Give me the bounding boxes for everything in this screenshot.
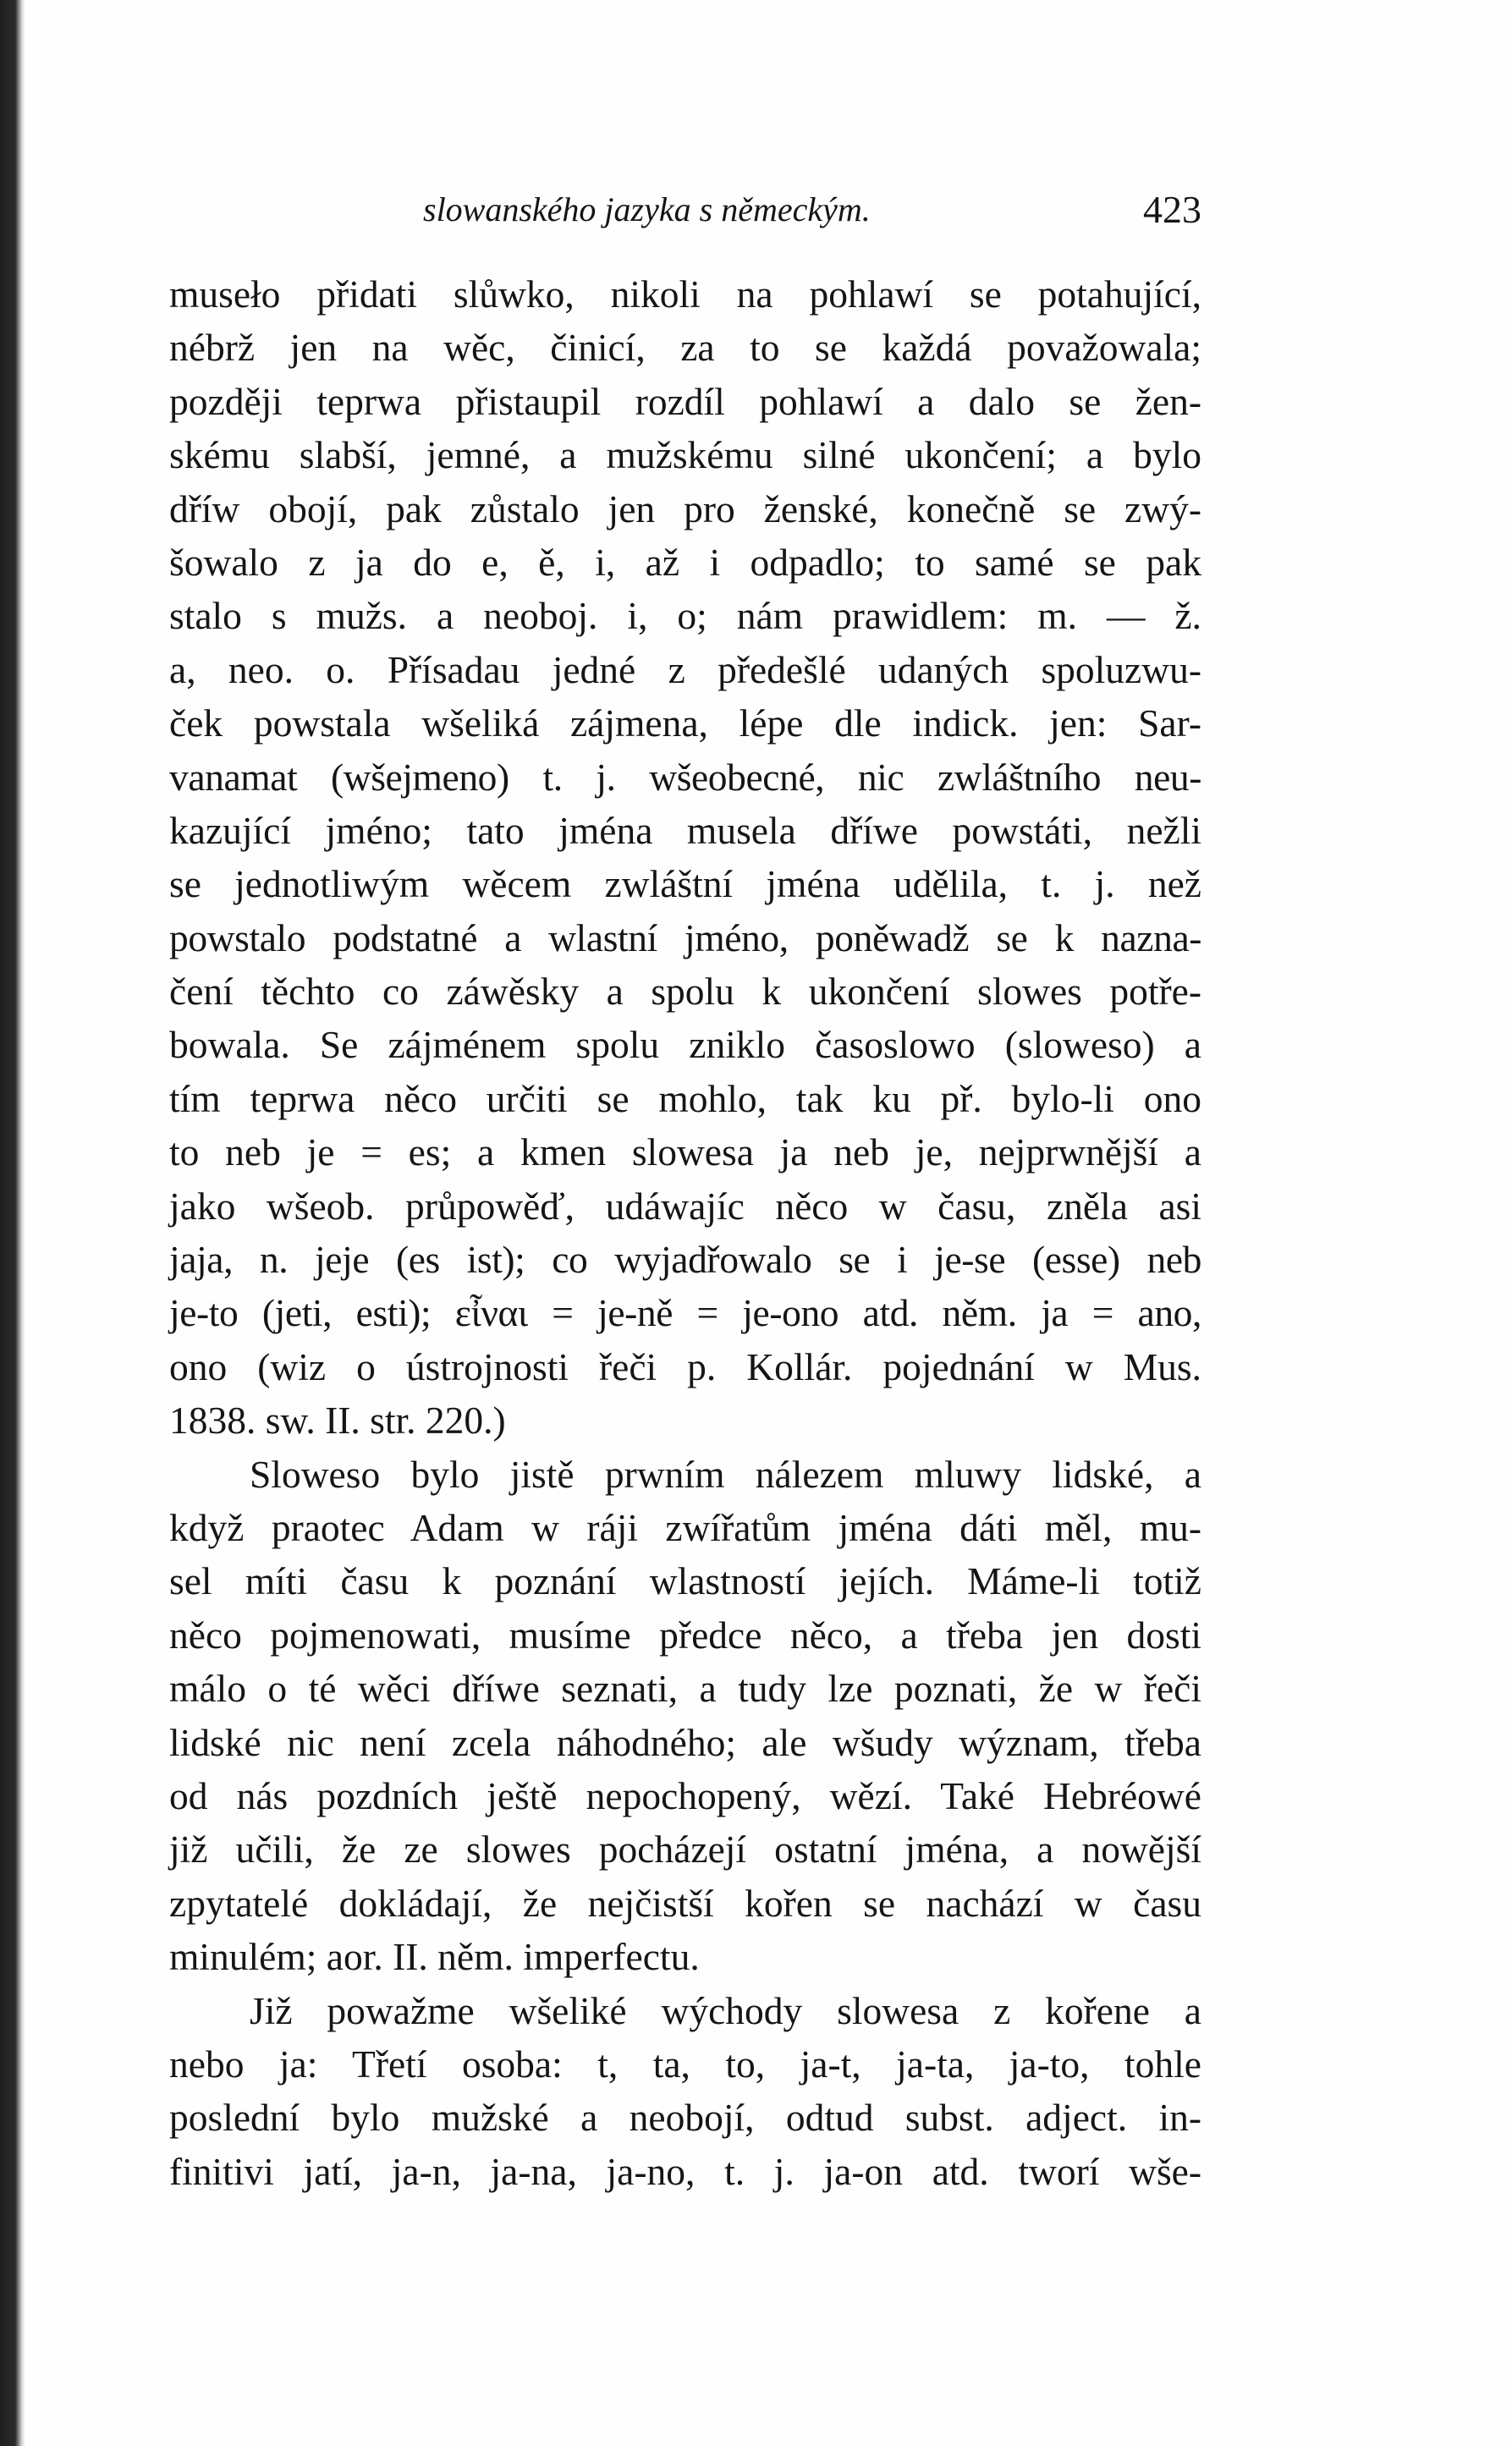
text-line: ono (wiz o ústrojnosti řeči p. Kollár. pojednání w Mus. [169,1344,1201,1388]
text-line: málo o té wěci dříwe seznati, a tudy lze poznati, že w řeči [169,1667,1201,1711]
text-line: zpytatelé dokládají, že nejčistší kořen se nachází w času [169,1881,1201,1925]
text-line: nébrž jen na wěc, činicí, za to se každá považowala; [169,326,1201,370]
text-line: později teprwa přistaupil rozdíl pohlawí a dalo se žen- [169,379,1201,423]
text-line: čení těchto co záwěsky a spolu k ukončení slowes potře- [169,970,1201,1014]
text-line: vanamat (wšejmeno) t. j. wšeobecné, nic zwláštního neu- [169,755,1201,799]
text-line: finitivi jatí, ja-n, ja-na, ja-no, t. j. ja-on atd. tworí wše- [169,2149,1201,2193]
text-line: kazující jméno; tato jména musela dříwe powstáti, nežli [169,808,1201,852]
body-text [169,267,1201,2198]
paragraph-last-line: minulém; aor. II. něm. imperfectu. [169,1935,700,1979]
paragraph-last-line: 1838. sw. II. str. 220.) [169,1399,506,1443]
text-line: již učili, že ze slowes pocházejí ostatní jména, a nowější [169,1828,1201,1872]
text-line: od nás pozdních ještě nepochopený, wězí. Také Hebréowé [169,1773,1201,1817]
text-line: když praotec Adam w ráji zwířatům jména dáti měl, mu- [169,1505,1201,1549]
text-line: lidské nic není zcela náhodného; ale wšudy wýznam, třeba [169,1720,1201,1764]
text-line: museło přidati slůwko, nikoli na pohlawí se potahující, [169,272,1201,316]
text-line: to neb je = es; a kmen slowesa ja neb je, nejprwnější a [169,1130,1201,1174]
text-line: nebo ja: Třetí osoba: t, ta, to, ja-t, ja-ta, ja-to, tohle [169,2042,1201,2086]
page-number: 423 [1143,188,1201,231]
text-line: se jednotliwým wěcem zwláštní jména udělila, t. j. než [169,862,1201,906]
paragraph-first-line: Již powažme wšeliké wýchody slowesa z kořene a [250,1988,1201,2032]
text-line: stalo s mužs. a neoboj. i, o; nám prawidlem: m. — ž. [169,594,1201,638]
text-line: powstalo podstatné a wlastní jméno, poněwadž se k nazna- [169,915,1201,959]
page-header [169,184,1201,235]
text-line: tím teprwa něco určiti se mohlo, tak ku př. bylo-li ono [169,1076,1201,1120]
text-line: a, neo. o. Přísadau jedné z předešlé udaných spoluzwu- [169,647,1201,691]
text-line: poslední bylo mužské a neobojí, odtud subst. adject. in- [169,2096,1201,2140]
text-line: jaja, n. jeje (es ist); co wyjadřowalo se i je-se (esse) neb [169,1238,1201,1282]
text-line: dříw obojí, pak zůstalo jen pro ženské, konečně se zwý- [169,486,1201,530]
text-line: šowalo z ja do e, ě, i, až i odpadlo; to samé se pak [169,540,1201,584]
text-line: bowala. Se zájménem spolu zniklo časoslowo (sloweso) a [169,1023,1201,1067]
book-spine-shadow [0,0,25,2446]
running-head: slowanského jazyka s německým. [423,190,871,228]
text-line: jako wšeob. průpowěď, udáwajíc něco w času, zněla asi [169,1184,1201,1228]
text-line: skému slabší, jemné, a mužskému silné ukončení; a bylo [169,433,1201,477]
text-line: něco pojmenowati, musíme předce něco, a třeba jen dosti [169,1613,1201,1657]
text-line: sel míti času k poznání wlastností jejích. Máme-li totiž [169,1559,1201,1603]
paragraph-first-line: Sloweso bylo jistě prwním nálezem mluwy lidské, a [250,1452,1201,1496]
text-line: je-to (jeti, esti); εἶναι = je-ně = je-ono atd. něm. ja = ano, [169,1291,1201,1335]
text-line: ček powstala wšeliká zájmena, lépe dle indick. jen: Sar- [169,701,1201,745]
